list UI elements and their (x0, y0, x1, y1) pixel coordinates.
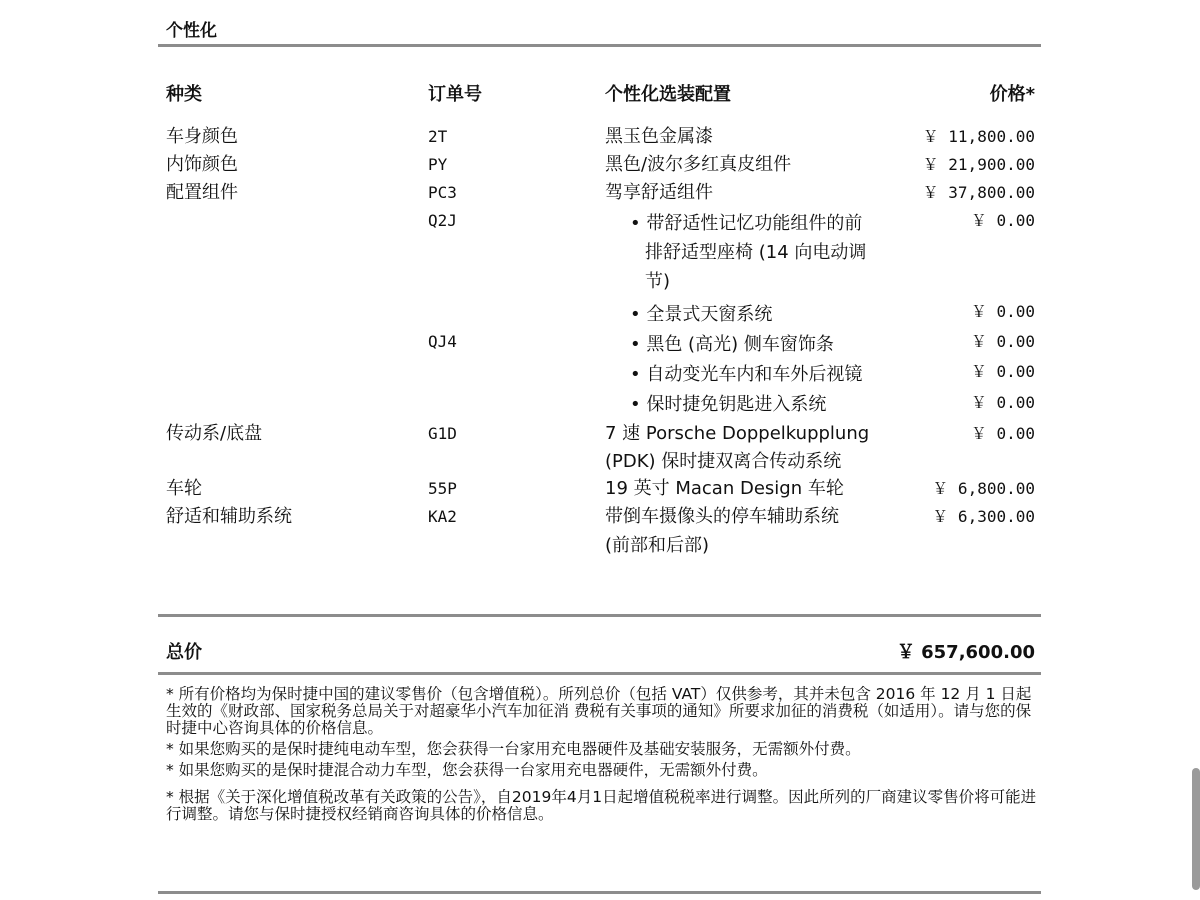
row-order: KA2 (428, 507, 457, 526)
row-order: G1D (428, 424, 457, 443)
bottom-divider (158, 891, 1041, 894)
row-option-line: (前部和后部) (605, 535, 710, 556)
footnotes (166, 686, 1038, 827)
row-price: ￥ 0.00 (970, 393, 1035, 412)
row-type: 车轮 (166, 478, 202, 499)
row-option-line: 7 速 Porsche Doppelkupplung (605, 423, 870, 444)
footnote: * 根据《关于深化增值税改革有关政策的公告》，自2019年4月1日起增值税税率进行调整。因此所列的厂商建议零售价将可能进行调整。请您与保时捷授权经销商咨询具体的价格信息。 (166, 788, 1037, 823)
row-type: 配置组件 (166, 182, 238, 203)
total-divider (158, 672, 1041, 675)
row-type: 传动系/底盘 (166, 423, 263, 444)
row-option: • 黑色 (高光) 侧车窗饰条 (630, 334, 834, 355)
row-price: ￥ 6,300.00 (932, 507, 1035, 526)
footnote: * 如果您购买的是保时捷混合动力车型，您会获得一台家用充电器硬件，无需额外付费。 (166, 761, 768, 779)
header-option: 个性化选装配置 (605, 84, 731, 105)
row-price: ￥ 0.00 (970, 362, 1035, 381)
row-order: QJ4 (428, 332, 457, 351)
row-option: • 自动变光车内和车外后视镜 (630, 364, 863, 385)
row-order: 55P (428, 479, 457, 498)
row-order: Q2J (428, 211, 457, 230)
row-price: ￥ 21,900.00 (922, 155, 1035, 174)
row-price: ￥ 11,800.00 (922, 127, 1035, 146)
table-divider (158, 614, 1041, 617)
scrollbar[interactable] (1192, 768, 1200, 890)
footnote: * 所有价格均为保时捷中国的建议零售价（包含增值税）。所列总价（包括 VAT）仅供参考，其并未包含 2016 年 12 月 1 日起生效的《财政部、国家税务总局关于对超豪华小汽车加征消 费税有关事项的通知》所要求加征的消费税（如适用）。请与您的保时捷中心咨询具体的价格信息。 (166, 685, 1032, 737)
row-order: PC3 (428, 183, 457, 202)
footnote: * 如果您购买的是保时捷纯电动车型，您会获得一台家用充电器硬件及基础安装服务，无需额外付费。 (166, 740, 861, 758)
row-option: • 全景式天窗系统 (630, 304, 773, 325)
header-order: 订单号 (428, 84, 482, 105)
header-type: 种类 (166, 84, 202, 105)
row-type: 舒适和辅助系统 (166, 506, 292, 527)
row-price: ￥ 0.00 (970, 424, 1035, 443)
header-price: 价格* (989, 84, 1035, 105)
row-order: 2T (428, 127, 448, 146)
row-price: ￥ 0.00 (970, 332, 1035, 351)
row-price: ￥ 37,800.00 (922, 183, 1035, 202)
total-value: ￥ 657,600.00 (896, 642, 1035, 663)
row-option-line: 带倒车摄像头的停车辅助系统 (605, 506, 839, 527)
total-label: 总价 (166, 642, 202, 663)
row-option-line: 排舒适型座椅 (14 向电动调 (645, 242, 867, 263)
row-option-line: • 带舒适性记忆功能组件的前 (630, 213, 863, 234)
section-divider (158, 44, 1041, 47)
row-type: 车身颜色 (166, 126, 238, 147)
row-option-line: (PDK) 保时捷双离合传动系统 (605, 451, 842, 472)
row-option-line: 节) (645, 271, 671, 292)
row-price: ￥ 6,800.00 (932, 479, 1035, 498)
row-type: 内饰颜色 (166, 154, 238, 175)
row-option: 驾享舒适组件 (605, 182, 713, 203)
row-option: 黑色/波尔多红真皮组件 (605, 154, 792, 175)
row-option: 黑玉色金属漆 (605, 126, 713, 147)
row-option: 19 英寸 Macan Design 车轮 (605, 478, 844, 499)
section-title: 个性化 (166, 21, 217, 41)
row-order: PY (428, 155, 448, 174)
row-option: • 保时捷免钥匙进入系统 (630, 394, 827, 415)
row-price: ￥ 0.00 (970, 302, 1035, 321)
row-price: ￥ 0.00 (970, 211, 1035, 230)
